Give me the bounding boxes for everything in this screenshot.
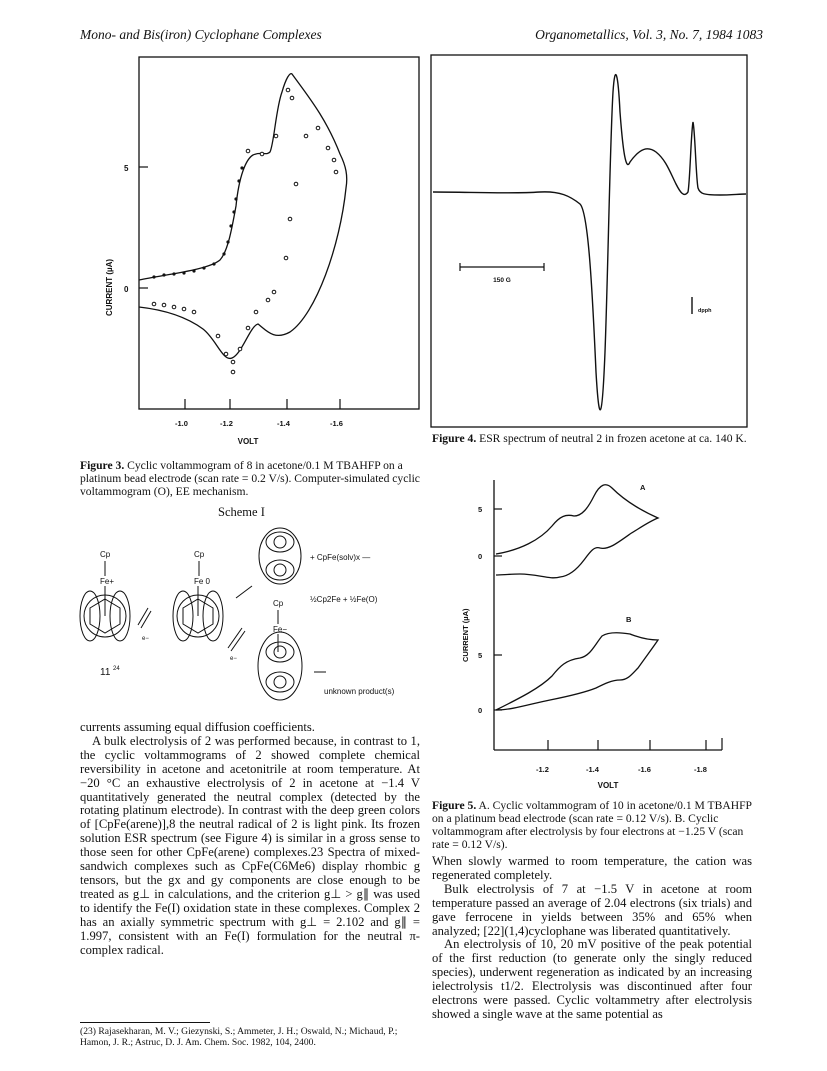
paragraph-right-2: An electrolysis of 10, 20 mV positive of the peak potential of the first reduction (to generate only the singly reduced species), underwent regeneration as indicated by an increasing ielectrolysis t1/2. Electrolysis was discontinued after four electrons were passed. Cyclic voltammetry after electrolysis showed a single wave at the same potential as [432,937,752,1021]
cyclophane-ring-top [259,528,301,584]
cyclophane-ring-2 [173,586,223,641]
product-2: ½Cp2Fe + ½Fe(O) [310,595,378,604]
x-tick-label-5-2: -1.4 [586,765,599,774]
figure-3-caption-text: Cyclic voltammogram of 8 in acetone/0.1 M TBAHFP on a platinum bead electrode (scan rate = 0.2 V/s). Computer-simulated cyclic voltammogram (O), EE mechanism. [80,459,420,498]
scale-bar-label: 150 G [493,277,511,284]
experimental-curve [139,74,347,359]
equilibrium-arrow-1 [138,608,151,628]
compound-ref: 24 [113,666,120,672]
footnote-23: (23) Rajasekharan, M. V.; Giezynski, S.; Ammeter, J. H.; Oswald, N.; Michaud, P.; Hamon, J. R.; Astruc, D. J. Am. Chem. Soc. 1982, 104, 2400. [80,1026,398,1048]
figure-4-esr-spectrum [430,52,752,432]
y-tick-label-b-5: 5 [478,651,483,660]
y-tick-label-a-5: 5 [478,505,483,514]
figure-3-frame [139,57,419,409]
body-text-left [80,721,420,957]
x-axis-label: VOLT [237,437,259,446]
curve-a [496,485,658,578]
figure-3-caption-label: Figure 3. [80,459,125,472]
product-3: unknown product(s) [324,687,395,696]
figure-5-x-axis-label: VOLT [597,781,619,790]
paragraph-right-0: When slowly warmed to room temperature, the cation was regenerated completely. [432,854,752,882]
curve-b-label: B [626,615,632,624]
x-tick-label-5-4: -1.8 [694,765,707,774]
paragraph-left-0: currents assuming equal diffusion coefficients. [80,720,315,734]
y-tick-label-b-0: 0 [478,706,483,715]
arrow-to-top-product [236,586,252,598]
running-header-left: Mono- and Bis(iron) Cyclophane Complexes [80,27,322,42]
electron-label-1: e− [142,636,149,642]
product-1: + CpFe(solv)x — [310,553,371,562]
x-tick-label-1: -1.0 [175,419,188,428]
x-tick-label-5-3: -1.6 [638,765,651,774]
figure-5-voltammograms [440,476,750,794]
paragraph-right-1: Bulk electrolysis of 7 at −1.5 V in acetone at room temperature passed an average of 2.04 electrons (six trials) and gave ferrocene in yields between 35% and 65% when analyzed; [22](1,4)cyclophane was liberated quantitatively. [432,881,752,938]
y-axis-label: CURRENT (µA) [105,258,114,316]
dpph-label: dpph [698,308,712,314]
figure-3-caption [80,459,420,498]
scheme-cp-1: Cp [100,550,111,559]
footnote-rule [80,1022,210,1023]
x-tick-label-4: -1.6 [330,419,343,428]
figure-5-caption-label: Figure 5. [432,799,477,812]
figure-5-caption-text: A. Cyclic voltammogram of 10 in acetone/0.1 M TBAHFP on a platinum bead electrode (scan rate = 0.12 V/s). B. Cyclic voltammogram after electrolysis by four electrons at −1.25 V (scan rate = 0.12 V/s). [432,799,752,851]
paragraph-left-1: A bulk electrolysis of 2 was performed because, in contrast to 1, the cyclic voltammograms of 2 showed complete chemical reversibility in acetone and acetonitrile at room temperature. At −20 °C an exhaustive electrolysis of 2 in acetone at −1.4 V quantitatively generated the neutral complex (detected by the rotating platinum electrode). In contrast with the deep green colors of [CpFe(arene)],8 the neutral radical of 2 is light pink. Its frozen solution ESR spectrum (see Figure 4) is similar in a gross sense to those seen for other CpFe(arene) complexes.23 Spectra of mixed-sandwich complexes such as CpFe(C6Me6) display rhombic g tensors, but the gx and gy components are close enough to be treated as g⊥ in calculations, and the criterion g⊥ > g∥ was used to identify the Fe(I) oxidation state in these complexes. Complex 2 has an axially symmetric spectrum with g⊥ = 2.102 and g∥ = 1.997, consistent with an Fe(I) formulation for the neutral π-complex radical. [80,733,420,957]
compound-label: 11 [100,667,111,678]
curve-a-label: A [640,483,646,492]
figure-4-caption [432,432,752,445]
x-tick-label-5-1: -1.2 [536,765,549,774]
x-tick-label-3: -1.4 [277,419,290,428]
y-tick-label-5: 5 [124,164,129,173]
scheme-cp-2: Cp [194,550,205,559]
simulated-points [152,88,338,374]
curve-b [496,633,658,710]
scheme-i-diagram [78,520,423,715]
figure-4-caption-text: ESR spectrum of neutral 2 in frozen acetone at ca. 140 K. [479,432,747,445]
figure-3-voltammogram [78,56,423,456]
body-text-right [432,855,752,1022]
figure-4-frame [431,55,747,427]
cyclophane-ring-1 [80,586,130,641]
y-tick-label-0: 0 [124,285,129,294]
scheme-fe-1: Fe+ [100,577,115,586]
figure-5-caption [432,799,752,851]
electron-label-2: e− [230,656,237,662]
scheme-title: Scheme I [218,505,265,519]
figure-4-caption-label: Figure 4. [432,432,477,445]
running-header-right: Organometallics, Vol. 3, No. 7, 1984 1083 [535,27,763,42]
scheme-fe-3: Fe− [273,625,288,634]
scheme-fe-2: Fe 0 [194,577,211,586]
x-tick-label-2: -1.2 [220,419,233,428]
y-tick-label-a-0: 0 [478,552,483,561]
cyclophane-ring-bottom [258,632,302,700]
scheme-cp-3: Cp [273,599,284,608]
equilibrium-arrow-2 [228,628,245,651]
esr-trace [433,75,746,410]
figure-5-y-axis-label: CURRENT (µA) [461,608,470,662]
experimental-markers [152,166,243,278]
